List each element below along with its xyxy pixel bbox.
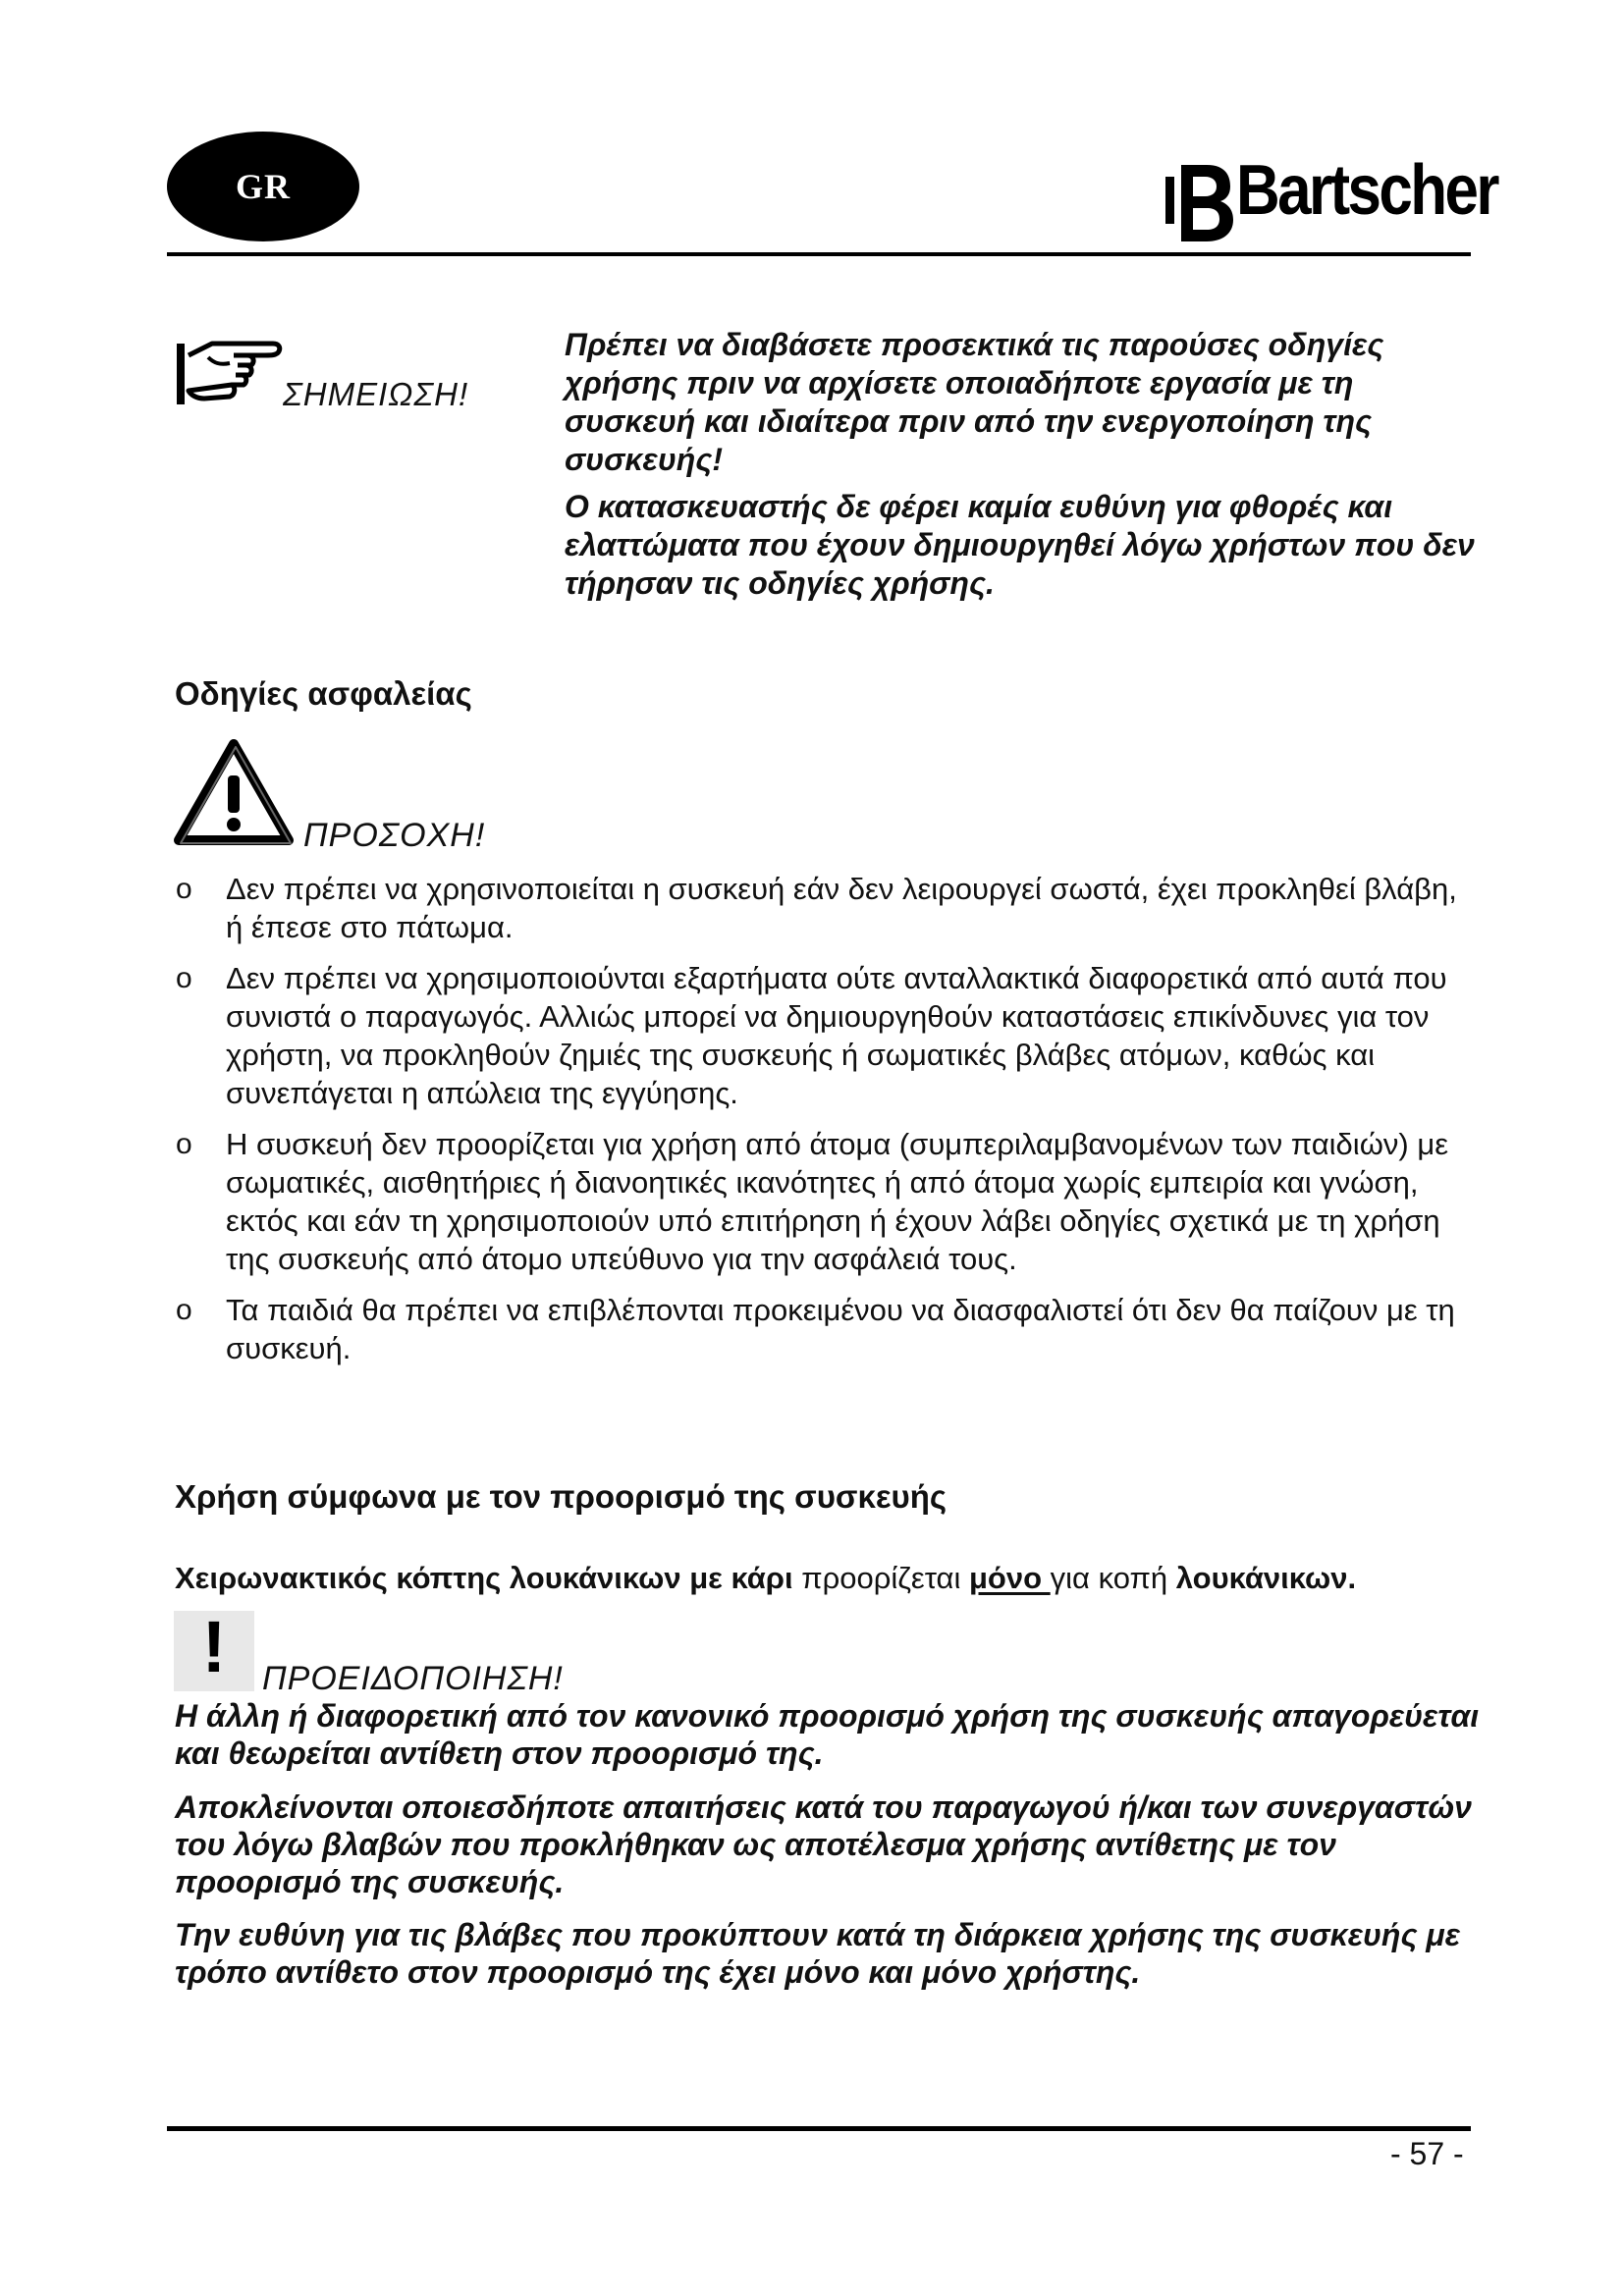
language-badge: GR	[167, 132, 359, 241]
brand-logo	[1162, 147, 1497, 245]
safety-list	[173, 870, 1479, 1367]
exclamation-mark: !	[201, 1606, 227, 1687]
list-item-text: Η συσκευή δεν προορίζεται για χρήση από άτομα (συμπεριλαμβανομένων των παιδιών) με σωματικές, αισθητήριες ή διανοητικές ικανότητες ή από άτομα χωρίς εμπειρία και γνώση, εκτός και εάν τη χρησιμοποιούν υπό επιτήρηση ή έχουν λάβει οδηγίες σχετικά με τη χρήση της συσκευής από άτομο υπεύθυνο για την ασφάλειά τους.	[226, 1127, 1449, 1276]
usage-heading: Χρήση σύμφωνα με τον προορισμό της συσκευής	[175, 1478, 947, 1515]
list-item	[173, 959, 1479, 1112]
list-item	[173, 1125, 1479, 1278]
list-item	[173, 870, 1479, 946]
safety-heading: Οδηγίες ασφαλείας	[175, 675, 472, 712]
bullet: o	[176, 1294, 192, 1326]
pointing-hand-icon	[175, 336, 285, 410]
usage-intro-end: λουκάνικων.	[1175, 1561, 1357, 1595]
footer-divider	[167, 2126, 1471, 2131]
bullet: o	[176, 962, 192, 994]
caution-paragraph-3: Την ευθύνη για τις βλάβες που προκύπτουν κατά τη διάρκεια χρήσης της συσκευής με τρόπο αντίθετο στον προορισμό της έχει μόνο και μόνο χρήστης.	[175, 1917, 1460, 1990]
warning-triangle-icon	[173, 738, 295, 846]
note-label: ΣΗΜΕΙΩΣΗ!	[283, 376, 469, 412]
warning-label: ΠΡΟΣΟΧΗ!	[303, 817, 486, 854]
list-item	[173, 1291, 1479, 1367]
usage-only-emphasis: μόνο	[968, 1561, 1051, 1595]
page-number: - 57 -	[1390, 2136, 1464, 2171]
bullet: o	[176, 873, 192, 905]
header-divider	[167, 252, 1471, 256]
usage-intro	[175, 1561, 1356, 1596]
brand-wordmark: Bartscher	[1236, 151, 1497, 230]
usage-product-name: Χειρωνακτικός κόπτης λουκάνικων με κάρι	[175, 1561, 793, 1595]
list-item-text: Τα παιδιά θα πρέπει να επιβλέπονται προκειμένου να διασφαλιστεί ότι δεν θα παίζουν με τη συσκευή.	[226, 1293, 1455, 1365]
usage-intro-for: για κοπή	[1050, 1561, 1176, 1595]
exclamation-icon	[174, 1606, 254, 1691]
bullet: o	[176, 1128, 192, 1160]
list-item-text: Δεν πρέπει να χρησινοποιείται η συσκευή εάν δεν λειρουργεί σωστά, έχει προκληθεί βλάβη, ή έπεσε στο πάτωμα.	[226, 872, 1457, 944]
brand-logo-b-icon	[1162, 147, 1240, 245]
note-paragraph-2: Ο κατασκευαστής δε φέρει καμία ευθύνη για φθορές και ελαττώματα που έχουν δημιουργηθεί λόγω χρήστων που δεν τήρησαν τις οδηγίες χρήσης.	[565, 489, 1475, 601]
caution-paragraph-2: Αποκλείνονται οποιεσδήποτε απαιτήσεις κατά του παραγωγού ή/και των συνεργαστών του λόγω βλαβών που προκλήθηκαν ως αποτέλεσμα χρήσης αντίθετης με τον προορισμό της συσκευής.	[175, 1789, 1472, 1899]
caution-label: ΠΡΟΕΙΔΟΠΟΙΗΣΗ!	[262, 1660, 564, 1697]
list-item-text: Δεν πρέπει να χρησιμοποιούνται εξαρτήματα ούτε ανταλλακτικά διαφορετικά από αυτά που συνιστά ο παραγωγός. Αλλιώς μπορεί να δημιουργηθούν καταστάσεις επικίνδυνες για τον χρήστη, να προκληθούν ζημιές της συσκευής ή σωματικές βλάβες ατόμων, καθώς και συνεπάγεται η απώλεια της εγγύησης.	[226, 961, 1447, 1110]
usage-intro-middle: προορίζεται	[792, 1561, 969, 1595]
note-paragraph-1: Πρέπει να διαβάσετε προσεκτικά τις παρούσες οδηγίες χρήσης πριν να αρχίσετε οποιαδήποτε εργασία με τη συσκευή και ιδιαίτερα πριν από την ενεργοποίηση της συσκευής!	[565, 327, 1384, 477]
caution-paragraph-1: Η άλλη ή διαφορετική από τον κανονικό προορισμό χρήση της συσκευής απαγορεύεται και θεωρείται αντίθετη στον προορισμό της.	[175, 1698, 1480, 1771]
